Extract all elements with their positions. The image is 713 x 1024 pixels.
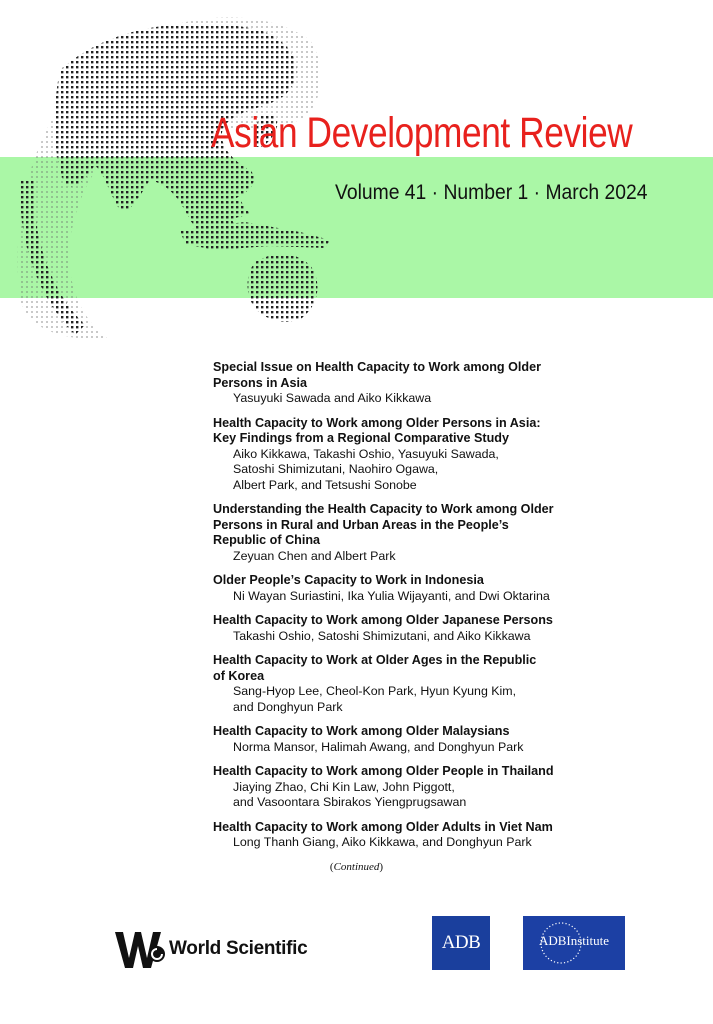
toc-entry <box>213 573 713 604</box>
issue-line: Volume 41 · Number 1 · March 2024 <box>335 181 648 204</box>
article-title: Health Capacity to Work among Older Persons in Asia: Key Findings from a Regional Comparative Study <box>213 415 541 445</box>
adb-text: ADB <box>441 932 481 953</box>
article-title: Health Capacity to Work at Older Ages in the Republic of Korea <box>213 653 537 683</box>
adb-logo <box>432 916 490 970</box>
adbi-logo <box>523 916 625 970</box>
article-authors: Sang-Hyop Lee, Cheol-Kon Park, Hyun Kyung Kim, and Donghyun Park <box>233 684 517 714</box>
table-of-contents <box>213 360 713 860</box>
article-title: Understanding the Health Capacity to Work among Older Persons in Rural and Urban Areas in the People’s Republic of China <box>213 502 554 547</box>
article-authors: Jiaying Zhao, Chi Kin Law, John Piggott, and Vasoontara Sbirakos Yiengprugsawan <box>233 779 467 809</box>
article-title: Health Capacity to Work among Older Malaysians <box>213 724 510 738</box>
continued-label: Continued <box>333 861 380 873</box>
article-title: Special Issue on Health Capacity to Work among Older Persons in Asia <box>213 360 541 390</box>
toc-entry <box>213 764 713 811</box>
toc-entry <box>213 613 713 644</box>
world-scientific-icon <box>113 928 165 970</box>
world-scientific-text: World Scientific <box>169 938 308 959</box>
article-authors: Yasuyuki Sawada and Aiko Kikkawa <box>233 391 432 405</box>
toc-entry <box>213 653 713 715</box>
article-authors: Aiko Kikkawa, Takashi Oshio, Yasuyuki Sawada, Satoshi Shimizutani, Naohiro Ogawa, Albert Park, and Tetsushi Sonobe <box>233 446 499 492</box>
toc-entry <box>213 360 713 407</box>
article-authors: Ni Wayan Suriastini, Ika Yulia Wijayanti, and Dwi Oktarina <box>233 588 550 603</box>
toc-entry <box>213 502 713 564</box>
continued-note: (Continued) <box>329 861 384 873</box>
article-authors: Long Thanh Giang, Aiko Kikkawa, and Donghyun Park <box>233 835 532 849</box>
globe-illustration <box>0 0 713 345</box>
toc-entry <box>213 820 713 851</box>
article-title: Health Capacity to Work among Older Japanese Persons <box>213 613 553 627</box>
adbi-text: ADBInstitute <box>538 933 610 948</box>
article-authors: Zeyuan Chen and Albert Park <box>233 548 396 563</box>
article-title: Older People’s Capacity to Work in Indonesia <box>213 573 484 587</box>
toc-entry <box>213 724 713 755</box>
article-title: Health Capacity to Work among Older People in Thailand <box>213 764 554 778</box>
world-scientific-logo <box>113 928 307 970</box>
article-authors: Norma Mansor, Halimah Awang, and Donghyun Park <box>233 739 524 754</box>
toc-entry <box>213 416 713 494</box>
article-authors: Takashi Oshio, Satoshi Shimizutani, and Aiko Kikkawa <box>233 628 531 643</box>
article-title: Health Capacity to Work among Older Adults in Viet Nam <box>213 819 553 834</box>
journal-title: Asian Development Review <box>211 109 633 157</box>
